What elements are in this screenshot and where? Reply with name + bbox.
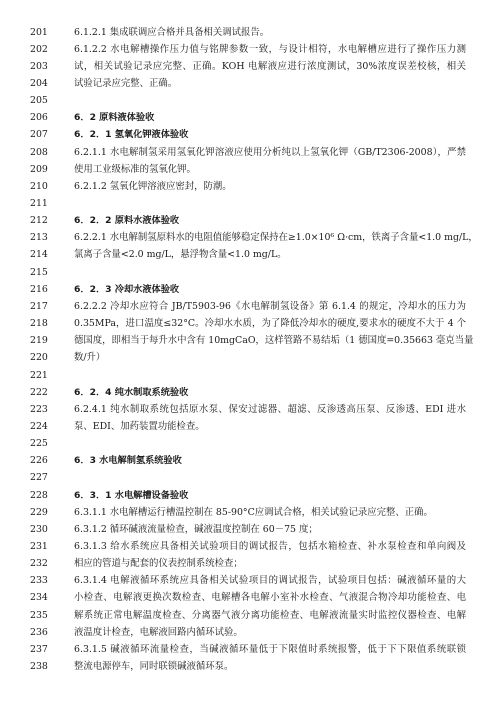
line-text: 6.1.2.1 集成联调应合格并具备相关调试报告。 — [74, 26, 270, 38]
text-line — [0, 608, 500, 623]
line-number: 209 — [30, 163, 48, 175]
text-line — [0, 419, 500, 434]
line-number: 206 — [30, 112, 48, 124]
section-heading-line — [0, 453, 500, 468]
line-text: 氯离子含量<2.0 mg/L，悬浮物含量<1.0 mg/L。 — [74, 249, 287, 261]
line-text: 6.2.2.2 冷却水应符合 JB/T5903-96《水电解制氢设备》第 6.1.4 的规定，冷却水的压力为 — [74, 300, 466, 312]
text-line — [0, 659, 500, 674]
text-line — [0, 642, 500, 657]
text-line — [0, 265, 500, 280]
text-line — [0, 539, 500, 554]
text-line — [0, 196, 500, 211]
line-text: 6.3.1.1 水电解槽运行槽温控制在 85-90°C应调试合格，相关试验记录应完整、正确。 — [74, 506, 433, 518]
text-line — [0, 59, 500, 74]
line-number: 214 — [30, 249, 48, 261]
line-number: 221 — [30, 369, 48, 381]
line-text: 试，相关试验记录应完整、正确。KOH 电解液应进行浓度测试，30%浓度误差校核，相关 — [74, 60, 466, 72]
section-heading-line — [0, 488, 500, 503]
text-line — [0, 316, 500, 331]
text-line — [0, 522, 500, 537]
line-number: 229 — [30, 506, 48, 518]
text-line — [0, 179, 500, 194]
heading-text: 6．2．1 氢氧化钾液体验收 — [74, 129, 189, 141]
line-number: 202 — [30, 43, 48, 55]
text-line — [0, 25, 500, 40]
line-number: 203 — [30, 60, 48, 72]
text-line — [0, 230, 500, 245]
text-line — [0, 42, 500, 57]
line-text: 整流电源停车，同时联锁碱液循环泵。 — [74, 661, 234, 673]
line-number: 237 — [30, 643, 48, 655]
heading-text: 6．2．2 原料水液体验收 — [74, 215, 180, 227]
line-number: 230 — [30, 523, 48, 535]
line-number: 215 — [30, 266, 48, 278]
line-number: 228 — [30, 489, 48, 501]
line-number: 204 — [30, 77, 48, 89]
text-line — [0, 93, 500, 108]
line-text: 数/升） — [74, 352, 106, 364]
line-text: 解系统正常电解温度检查、分离器气液分离功能检查、电解液流量实时监控仪器检查、电解 — [74, 609, 466, 621]
line-number: 222 — [30, 386, 48, 398]
line-text: 6.3.1.3 给水系统应具备相关试验项目的调试报告，包括水箱检查、补水泵检查和单向阀及 — [74, 541, 466, 552]
line-number: 211 — [30, 198, 48, 209]
text-line — [0, 350, 500, 365]
line-number: 226 — [30, 455, 48, 467]
line-number: 201 — [30, 26, 48, 38]
line-number: 225 — [30, 438, 48, 450]
line-number: 216 — [30, 283, 48, 295]
line-text: 德国度，即相当于每升水中含有 10mgCaO，这样管路不易结垢（1 德国度=0.35663 毫克当量 — [74, 335, 474, 347]
heading-text: 6．2．3 冷却水液体验收 — [74, 283, 180, 295]
line-text: 6.2.1.2 氢氧化钾溶液应密封，防潮。 — [74, 180, 232, 192]
text-line — [0, 402, 500, 417]
line-text: 6.3.1.5 碱液循环流量检查，当碱液循环量低于下限值时系统报警，低于下下限值系统联锁 — [74, 643, 466, 655]
line-text: 试验记录应完整、正确。 — [74, 77, 178, 89]
line-number: 231 — [30, 541, 48, 552]
line-number: 233 — [30, 575, 48, 587]
line-text: 泵、EDI、加药装置功能检查。 — [74, 420, 205, 432]
line-number: 213 — [30, 232, 48, 244]
line-number: 208 — [30, 146, 48, 158]
text-line — [0, 573, 500, 588]
text-line — [0, 333, 500, 348]
line-number: 210 — [30, 180, 48, 192]
line-text: 6.3.1.4 电解液循环系统应具备相关试验项目的调试报告，试验项目包括：碱液循环量的大 — [74, 575, 466, 587]
line-text: 6.2.4.1 纯水制取系统包括原水泵、保安过滤器、超滤、反渗透高压泵、反渗透、EDI 进水 — [74, 403, 466, 415]
line-number: 236 — [30, 626, 48, 638]
line-number: 217 — [30, 300, 48, 312]
text-line — [0, 162, 500, 177]
line-text: 液温度计检查，电解液回路内循环试验。 — [74, 626, 243, 638]
line-number: 218 — [30, 318, 48, 330]
text-line — [0, 76, 500, 91]
section-heading-line — [0, 213, 500, 228]
line-text: 6.2.2.1 水电解制氢原料水的电阻值能够稳定保持在≥1.0×10⁶ Ω·cm，铁离子含量<1.0 mg/L， — [74, 232, 478, 244]
line-text: 6.2.1.1 水电解制氢采用氢氧化钾溶液应使用分析纯以上氢氧化钾（GB/T2306-2008），严禁 — [74, 146, 466, 158]
line-number: 220 — [30, 352, 48, 364]
line-number: 238 — [30, 661, 48, 673]
line-number: 235 — [30, 609, 48, 621]
text-line — [0, 590, 500, 605]
line-number: 227 — [30, 472, 48, 484]
line-number: 212 — [30, 215, 48, 227]
line-number: 207 — [30, 129, 48, 141]
heading-text: 6．3．1 水电解槽设备验收 — [74, 489, 189, 501]
line-number: 232 — [30, 558, 48, 570]
line-text: 6.3.1.2 循环碱液流量检查，碱液温度控制在 60－75 度； — [74, 523, 318, 535]
section-heading-line — [0, 385, 500, 400]
text-line — [0, 368, 500, 383]
line-number: 219 — [30, 335, 48, 347]
text-line — [0, 247, 500, 262]
line-number: 234 — [30, 592, 48, 604]
text-line — [0, 436, 500, 451]
line-text: 相应的管道与配套的仪表控制系统检查； — [74, 558, 243, 570]
section-heading-line — [0, 110, 500, 125]
line-number: 205 — [30, 95, 48, 107]
line-text: 使用工业级标准的氢氧化钾。 — [74, 163, 196, 175]
text-line — [0, 505, 500, 520]
text-line — [0, 299, 500, 314]
heading-text: 6．2．4 纯水制取系统验收 — [74, 386, 189, 398]
line-text: 0.35MPa，进口温度≤32°C。冷却水水质，为了降低冷却水的硬度,要求水的硬度不大于 4 个 — [74, 318, 466, 330]
text-line — [0, 145, 500, 160]
section-heading-line — [0, 127, 500, 142]
line-number: 224 — [30, 420, 48, 432]
line-text: 6.1.2.2 水电解槽操作压力值与铭牌参数一致，与设计相符，水电解槽应进行了操作压力测 — [74, 43, 466, 55]
line-text: 小检查、电解液更换次数检查、电解槽各电解小室补水检查、气液混合物冷却功能检查、电 — [74, 592, 466, 604]
section-heading-line — [0, 282, 500, 297]
heading-text: 6．3 水电解制氢系统验收 — [74, 455, 182, 467]
line-number: 223 — [30, 403, 48, 415]
text-line — [0, 556, 500, 571]
text-line — [0, 625, 500, 640]
heading-text: 6．2 原料液体验收 — [74, 112, 155, 124]
text-line — [0, 470, 500, 485]
